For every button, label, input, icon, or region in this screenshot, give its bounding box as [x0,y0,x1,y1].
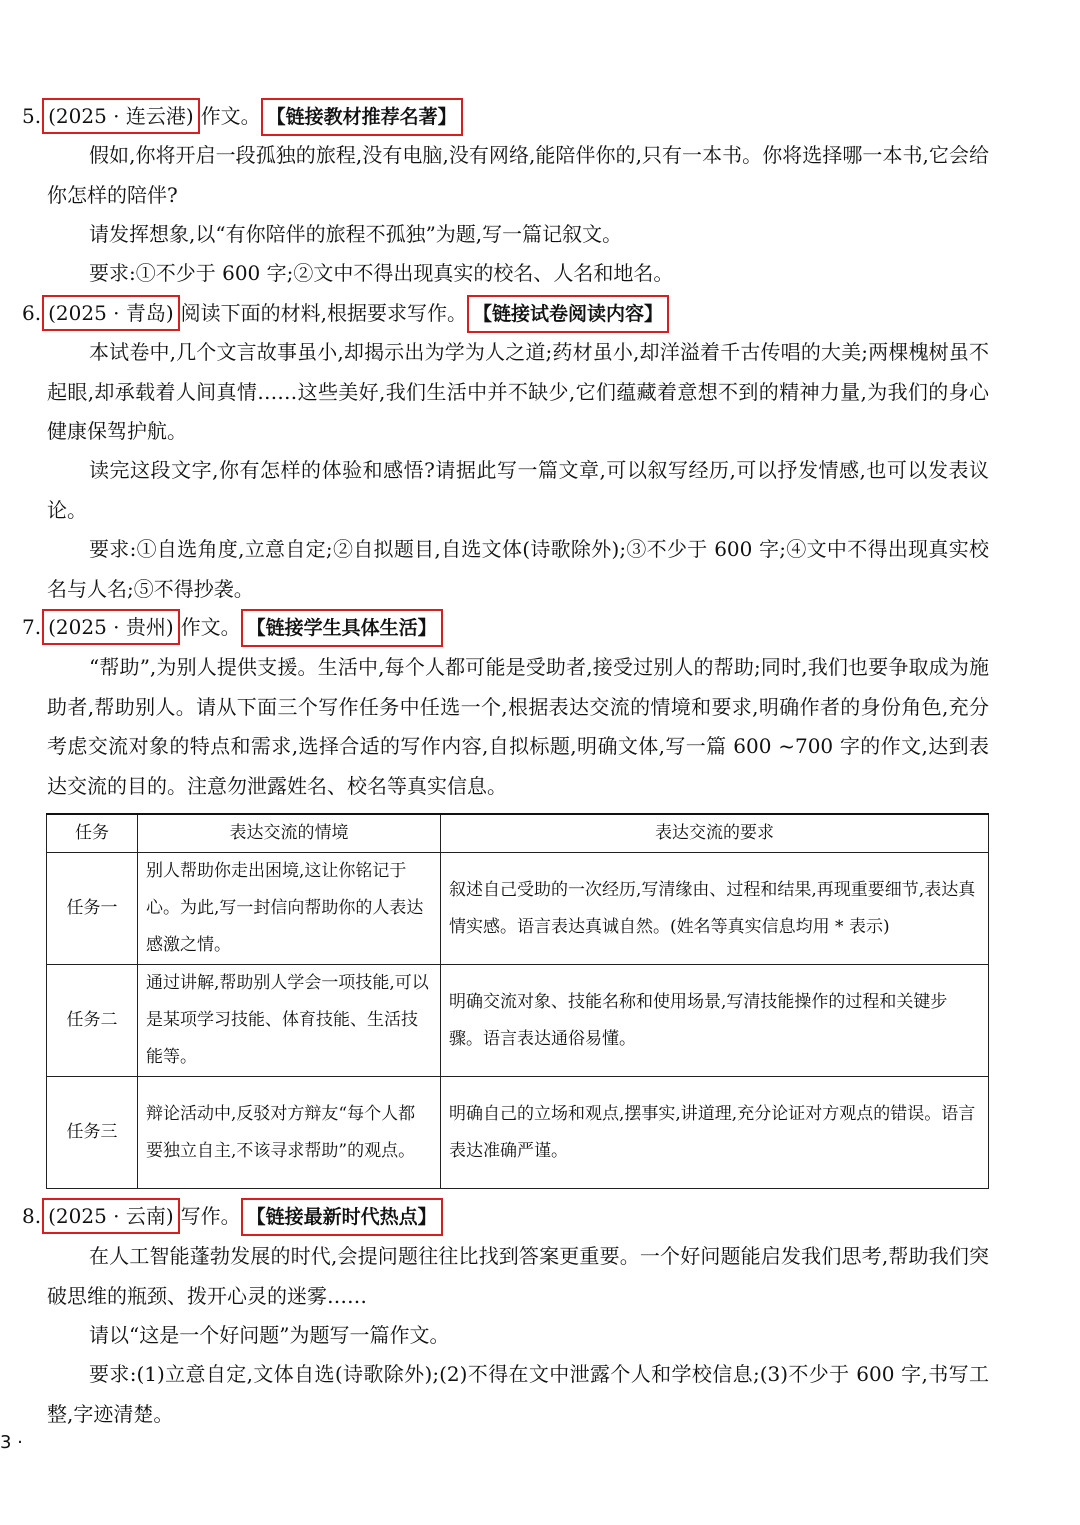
table-cell: 明确自己的立场和观点,摆事实,讲道理,充分论证对方观点的错误。语言表达准确严谨。 [441,1077,989,1189]
paragraph: 假如,你将开启一段孤独的旅程,没有电脑,没有网络,能陪伴你的,只有一本书。你将选择哪一本书,它会给你怎样的陪伴? [47,143,989,207]
page-number: 3 · [0,1432,23,1453]
source-tag: (2025 · 贵州) [42,609,180,645]
writing-tasks-table [46,813,989,1189]
paragraph: 要求:(1)立意自定,文体自选(诗歌除外);(2)不得在文中泄露个人和学校信息;(3)不少于 600 字,书写工整,字迹清楚。 [47,1362,989,1426]
table-cell: 辩论活动中,反驳对方辩友“每个人都要独立自主,不该寻求帮助”的观点。 [138,1077,441,1189]
table-header: 表达交流的情境 [138,814,441,853]
paragraph: 要求:①自选角度,立意自定;②自拟题目,自选文体(诗歌除外);③不少于 600 字;④文中不得出现真实校名与人名;⑤不得抄袭。 [47,537,989,601]
link-tag: 【链接最新时代热点】 [241,1198,443,1236]
table-cell: 别人帮助你走出困境,这让你铭记于心。为此,写一封信向帮助你的人表达感激之情。 [138,853,441,965]
question-number: 6. [22,301,42,325]
table-header: 任务 [47,814,138,853]
paragraph: 读完这段文字,你有怎样的体验和感悟?请据此写一篇文章,可以叙写经历,可以抒发情感,也可以发表议论。 [47,458,989,522]
question-5-heading [22,98,463,136]
table-row [47,965,989,1077]
paragraph: 要求:①不少于 600 字;②文中不得出现真实的校名、人名和地名。 [89,261,674,285]
link-tag: 【链接试卷阅读内容】 [467,295,669,333]
table-cell: 叙述自己受助的一次经历,写清缘由、过程和结果,再现重要细节,表达真情实感。语言表达真诚自然。(姓名等真实信息均用 * 表示) [441,853,989,965]
paragraph: 请以“这是一个好问题”为题写一篇作文。 [89,1323,450,1347]
table-row [47,853,989,965]
link-tag: 【链接教材推荐名著】 [261,98,463,136]
source-tag: (2025 · 连云港) [42,98,200,134]
question-kind: 作文。 [200,104,261,128]
paragraph: 本试卷中,几个文言故事虽小,却揭示出为学为人之道;药材虽小,却洋溢着千古传唱的大美;两棵槐树虽不起眼,却承载着人间真情……这些美好,我们生活中并不缺少,它们蕴藏着意想不到的精神力量,为我们的身心健康保驾护航。 [47,340,989,443]
question-kind: 写作。 [180,1204,241,1228]
table-cell: 通过讲解,帮助别人学会一项技能,可以是某项学习技能、体育技能、生活技能等。 [138,965,441,1077]
question-7-heading [22,609,443,647]
question-number: 7. [22,615,42,639]
table-cell: 任务三 [47,1077,138,1189]
question-8-heading [22,1198,443,1236]
paragraph: 在人工智能蓬勃发展的时代,会提问题往往比找到答案更重要。一个好问题能启发我们思考,帮助我们突破思维的瓶颈、拨开心灵的迷雾…… [47,1244,989,1308]
question-kind: 作文。 [180,615,241,639]
table-cell: 任务一 [47,853,138,965]
table-cell: 明确交流对象、技能名称和使用场景,写清技能操作的过程和关键步骤。语言表达通俗易懂。 [441,965,989,1077]
question-number: 5. [22,104,42,128]
paragraph: “帮助”,为别人提供支援。生活中,每个人都可能是受助者,接受过别人的帮助;同时,我们也要争取成为施助者,帮助别人。请从下面三个写作任务中任选一个,根据表达交流的情境和要求,明确作者的身份角色,充分考虑交流对象的特点和需求,选择合适的写作内容,自拟标题,明确文体,写一篇 600 ~700 字的作文,达到表达交流的目的。注意勿泄露姓名、校名等真实信息。 [47,655,989,798]
question-kind: 阅读下面的材料,根据要求写作。 [180,301,468,325]
table-cell: 任务二 [47,965,138,1077]
source-tag: (2025 · 云南) [42,1198,180,1234]
table-header: 表达交流的要求 [441,814,989,853]
paragraph: 请发挥想象,以“有你陪伴的旅程不孤独”为题,写一篇记叙文。 [89,222,623,246]
table-row [47,1077,989,1189]
table-header-row [47,814,989,853]
source-tag: (2025 · 青岛) [42,295,180,331]
link-tag: 【链接学生具体生活】 [241,609,443,647]
question-number: 8. [22,1204,42,1228]
question-6-heading [22,295,669,333]
